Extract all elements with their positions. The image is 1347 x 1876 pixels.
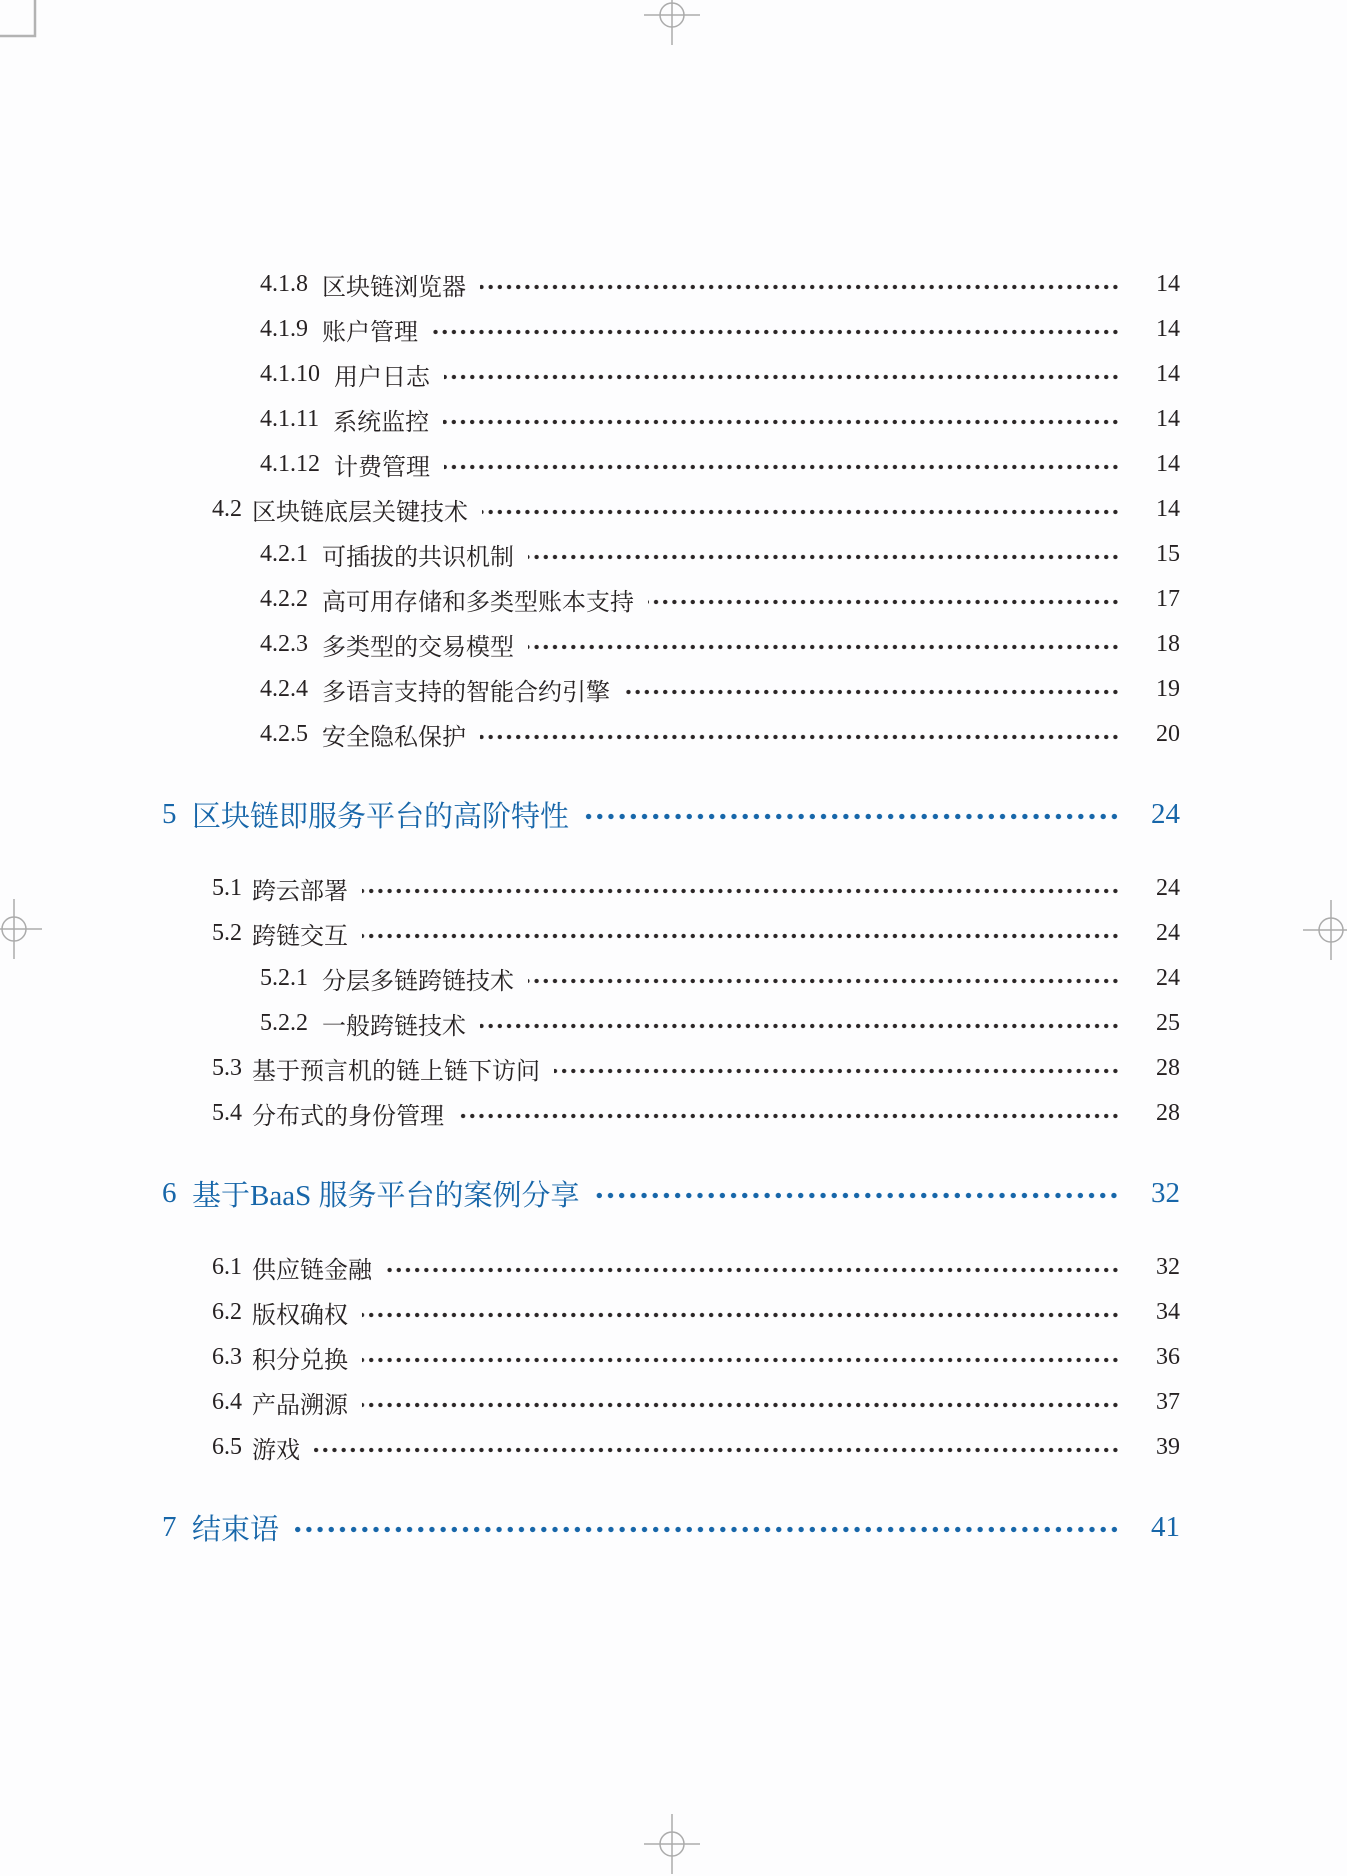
toc-entry-number: 6.3 — [212, 1344, 242, 1370]
dot-leader — [593, 1192, 1120, 1199]
toc-entry-title: 游戏 — [252, 1438, 300, 1464]
dot-leader — [583, 813, 1120, 820]
registration-mark-top-icon — [627, 0, 717, 47]
dot-leader — [362, 1312, 1120, 1318]
toc-entry-title: 产品溯源 — [252, 1393, 348, 1419]
toc-entry-page-number: 18 — [1156, 631, 1180, 657]
toc-entry-page-number: 15 — [1156, 541, 1180, 567]
toc-entry-title: 多类型的交易模型 — [322, 635, 514, 661]
toc-entry-number: 6.1 — [212, 1254, 242, 1280]
toc-entry-6-3 — [0, 1335, 1180, 1380]
toc-entry-5 — [0, 791, 1180, 837]
toc-entry-page-number: 41 — [1151, 1510, 1180, 1543]
toc-entry-page-number: 14 — [1156, 271, 1180, 297]
toc-entry-number: 4.1.10 — [260, 361, 320, 387]
toc-entry-4-1-10 — [0, 352, 1180, 397]
dot-leader — [443, 419, 1120, 425]
toc-entry-number: 4.1.9 — [260, 316, 308, 342]
toc-entry-number: 6 — [162, 1176, 177, 1209]
toc-entry-6-5 — [0, 1425, 1180, 1470]
toc-entry-title: 账户管理 — [322, 320, 418, 346]
dot-leader — [480, 284, 1120, 290]
toc-entry-page-number: 19 — [1156, 676, 1180, 702]
toc-entry-page-number: 24 — [1151, 797, 1180, 830]
toc-entry-4-1-8 — [0, 262, 1180, 307]
toc-entry-page-number: 14 — [1156, 451, 1180, 477]
toc-entry-title: 供应链金融 — [252, 1258, 372, 1284]
dot-leader — [314, 1447, 1120, 1453]
toc-entry-5-1 — [0, 866, 1180, 911]
crop-corner-mark-icon — [0, 0, 40, 40]
dot-leader — [648, 599, 1120, 605]
toc-entry-4-1-11 — [0, 397, 1180, 442]
toc-entry-4-2-2 — [0, 577, 1180, 622]
dot-leader — [482, 509, 1120, 515]
toc-entry-title: 跨云部署 — [252, 879, 348, 905]
toc-entry-number: 5 — [162, 797, 177, 830]
toc-entry-title: 跨链交互 — [252, 924, 348, 950]
toc-entry-5-2-1 — [0, 956, 1180, 1001]
toc-entry-4-1-9 — [0, 307, 1180, 352]
dot-leader — [480, 734, 1120, 740]
dot-leader — [362, 888, 1120, 894]
toc-entry-number: 4.2.3 — [260, 631, 308, 657]
toc-entry-page-number: 24 — [1156, 965, 1180, 991]
toc-entry-title: 区块链浏览器 — [322, 275, 466, 301]
toc-entry-title: 系统监控 — [333, 410, 430, 436]
toc-entry-page-number: 39 — [1156, 1434, 1180, 1460]
toc-entry-title: 多语言支持的智能合约引擎 — [322, 680, 610, 706]
toc-entry-page-number: 20 — [1156, 721, 1180, 747]
dot-leader — [293, 1526, 1120, 1533]
toc-entry-6-2 — [0, 1290, 1180, 1335]
toc-entry-6-1 — [0, 1245, 1180, 1290]
dot-leader — [554, 1068, 1120, 1074]
toc-entry-number: 4.2.2 — [260, 586, 308, 612]
toc-entry-number: 5.2.2 — [260, 1010, 308, 1036]
dot-leader — [432, 329, 1120, 335]
toc-entry-title: 基于预言机的链上链下访问 — [252, 1059, 540, 1085]
toc-entry-page-number: 37 — [1156, 1389, 1180, 1415]
toc-entry-number: 6.2 — [212, 1299, 242, 1325]
toc-entry-4-2 — [0, 487, 1180, 532]
toc-entry-page-number: 28 — [1156, 1100, 1180, 1126]
toc-entry-number: 4.2.5 — [260, 721, 308, 747]
dot-leader — [528, 644, 1120, 650]
toc-entry-page-number: 32 — [1156, 1254, 1180, 1280]
toc-entry-number: 4.1.12 — [260, 451, 320, 477]
dot-leader — [528, 978, 1120, 984]
toc-entry-page-number: 28 — [1156, 1055, 1180, 1081]
toc-entry-title: 区块链即服务平台的高阶特性 — [192, 800, 570, 833]
toc-entry-5-3 — [0, 1046, 1180, 1091]
toc-entry-title: 安全隐私保护 — [322, 725, 466, 751]
toc-entry-page-number: 36 — [1156, 1344, 1180, 1370]
toc-entry-5-2 — [0, 911, 1180, 956]
toc-entry-6 — [0, 1170, 1180, 1216]
toc-entry-title: 基于BaaS 服务平台的案例分享 — [192, 1179, 580, 1212]
toc-entry-title: 一般跨链技术 — [322, 1014, 466, 1040]
dot-leader — [480, 1023, 1120, 1029]
toc-entry-page-number: 24 — [1156, 875, 1180, 901]
toc-entry-page-number: 14 — [1156, 361, 1180, 387]
toc-entry-number: 4.2.1 — [260, 541, 308, 567]
toc-entry-6-4 — [0, 1380, 1180, 1425]
toc-entry-page-number: 17 — [1156, 586, 1180, 612]
dot-leader — [458, 1113, 1120, 1119]
toc-entry-title: 用户日志 — [334, 365, 430, 391]
dot-leader — [362, 1402, 1120, 1408]
toc-entry-title: 高可用存储和多类型账本支持 — [322, 590, 634, 616]
toc-entry-page-number: 14 — [1156, 406, 1180, 432]
toc-entry-page-number: 24 — [1156, 920, 1180, 946]
dot-leader — [444, 374, 1120, 380]
dot-leader — [386, 1267, 1120, 1273]
toc-entry-title: 积分兑换 — [252, 1348, 348, 1374]
toc-entry-number: 4.2.4 — [260, 676, 308, 702]
toc-entry-4-2-3 — [0, 622, 1180, 667]
dot-leader — [528, 554, 1120, 560]
toc-entry-number: 5.1 — [212, 875, 242, 901]
toc-entry-title: 版权确权 — [252, 1303, 348, 1329]
toc-entry-title: 计费管理 — [334, 455, 430, 481]
toc-entry-title: 结束语 — [192, 1513, 280, 1546]
toc-entry-page-number: 32 — [1151, 1176, 1180, 1209]
toc-entry-title: 分布式的身份管理 — [252, 1104, 444, 1130]
toc-entry-number: 6.5 — [212, 1434, 242, 1460]
toc-entry-page-number: 14 — [1156, 496, 1180, 522]
toc-entry-4-1-12 — [0, 442, 1180, 487]
toc-list — [0, 262, 1347, 1579]
dot-leader — [362, 1357, 1120, 1363]
toc-entry-number: 4.1.11 — [260, 406, 320, 432]
toc-entry-title: 分层多链跨链技术 — [322, 969, 514, 995]
toc-entry-7 — [0, 1504, 1180, 1550]
toc-entry-4-2-5 — [0, 712, 1180, 757]
toc-entry-page-number: 14 — [1156, 316, 1180, 342]
toc-entry-4-2-4 — [0, 667, 1180, 712]
dot-leader — [444, 464, 1120, 470]
toc-entry-number: 4.2 — [212, 496, 242, 522]
toc-entry-number: 5.2 — [212, 920, 242, 946]
toc-entry-4-2-1 — [0, 532, 1180, 577]
dot-leader — [624, 689, 1120, 695]
toc-entry-number: 5.4 — [212, 1100, 242, 1126]
toc-entry-page-number: 25 — [1156, 1010, 1180, 1036]
toc-entry-title: 可插拔的共识机制 — [322, 545, 514, 571]
toc-entry-number: 6.4 — [212, 1389, 242, 1415]
dot-leader — [362, 933, 1120, 939]
toc-entry-5-4 — [0, 1091, 1180, 1136]
toc-entry-number: 4.1.8 — [260, 271, 308, 297]
toc-entry-number: 7 — [162, 1510, 177, 1543]
toc-entry-5-2-2 — [0, 1001, 1180, 1046]
registration-mark-bottom-icon — [627, 1812, 717, 1876]
toc-entry-title: 区块链底层关键技术 — [252, 500, 468, 526]
toc-entry-number: 5.2.1 — [260, 965, 308, 991]
toc-entry-number: 5.3 — [212, 1055, 242, 1081]
toc-entry-page-number: 34 — [1156, 1299, 1180, 1325]
